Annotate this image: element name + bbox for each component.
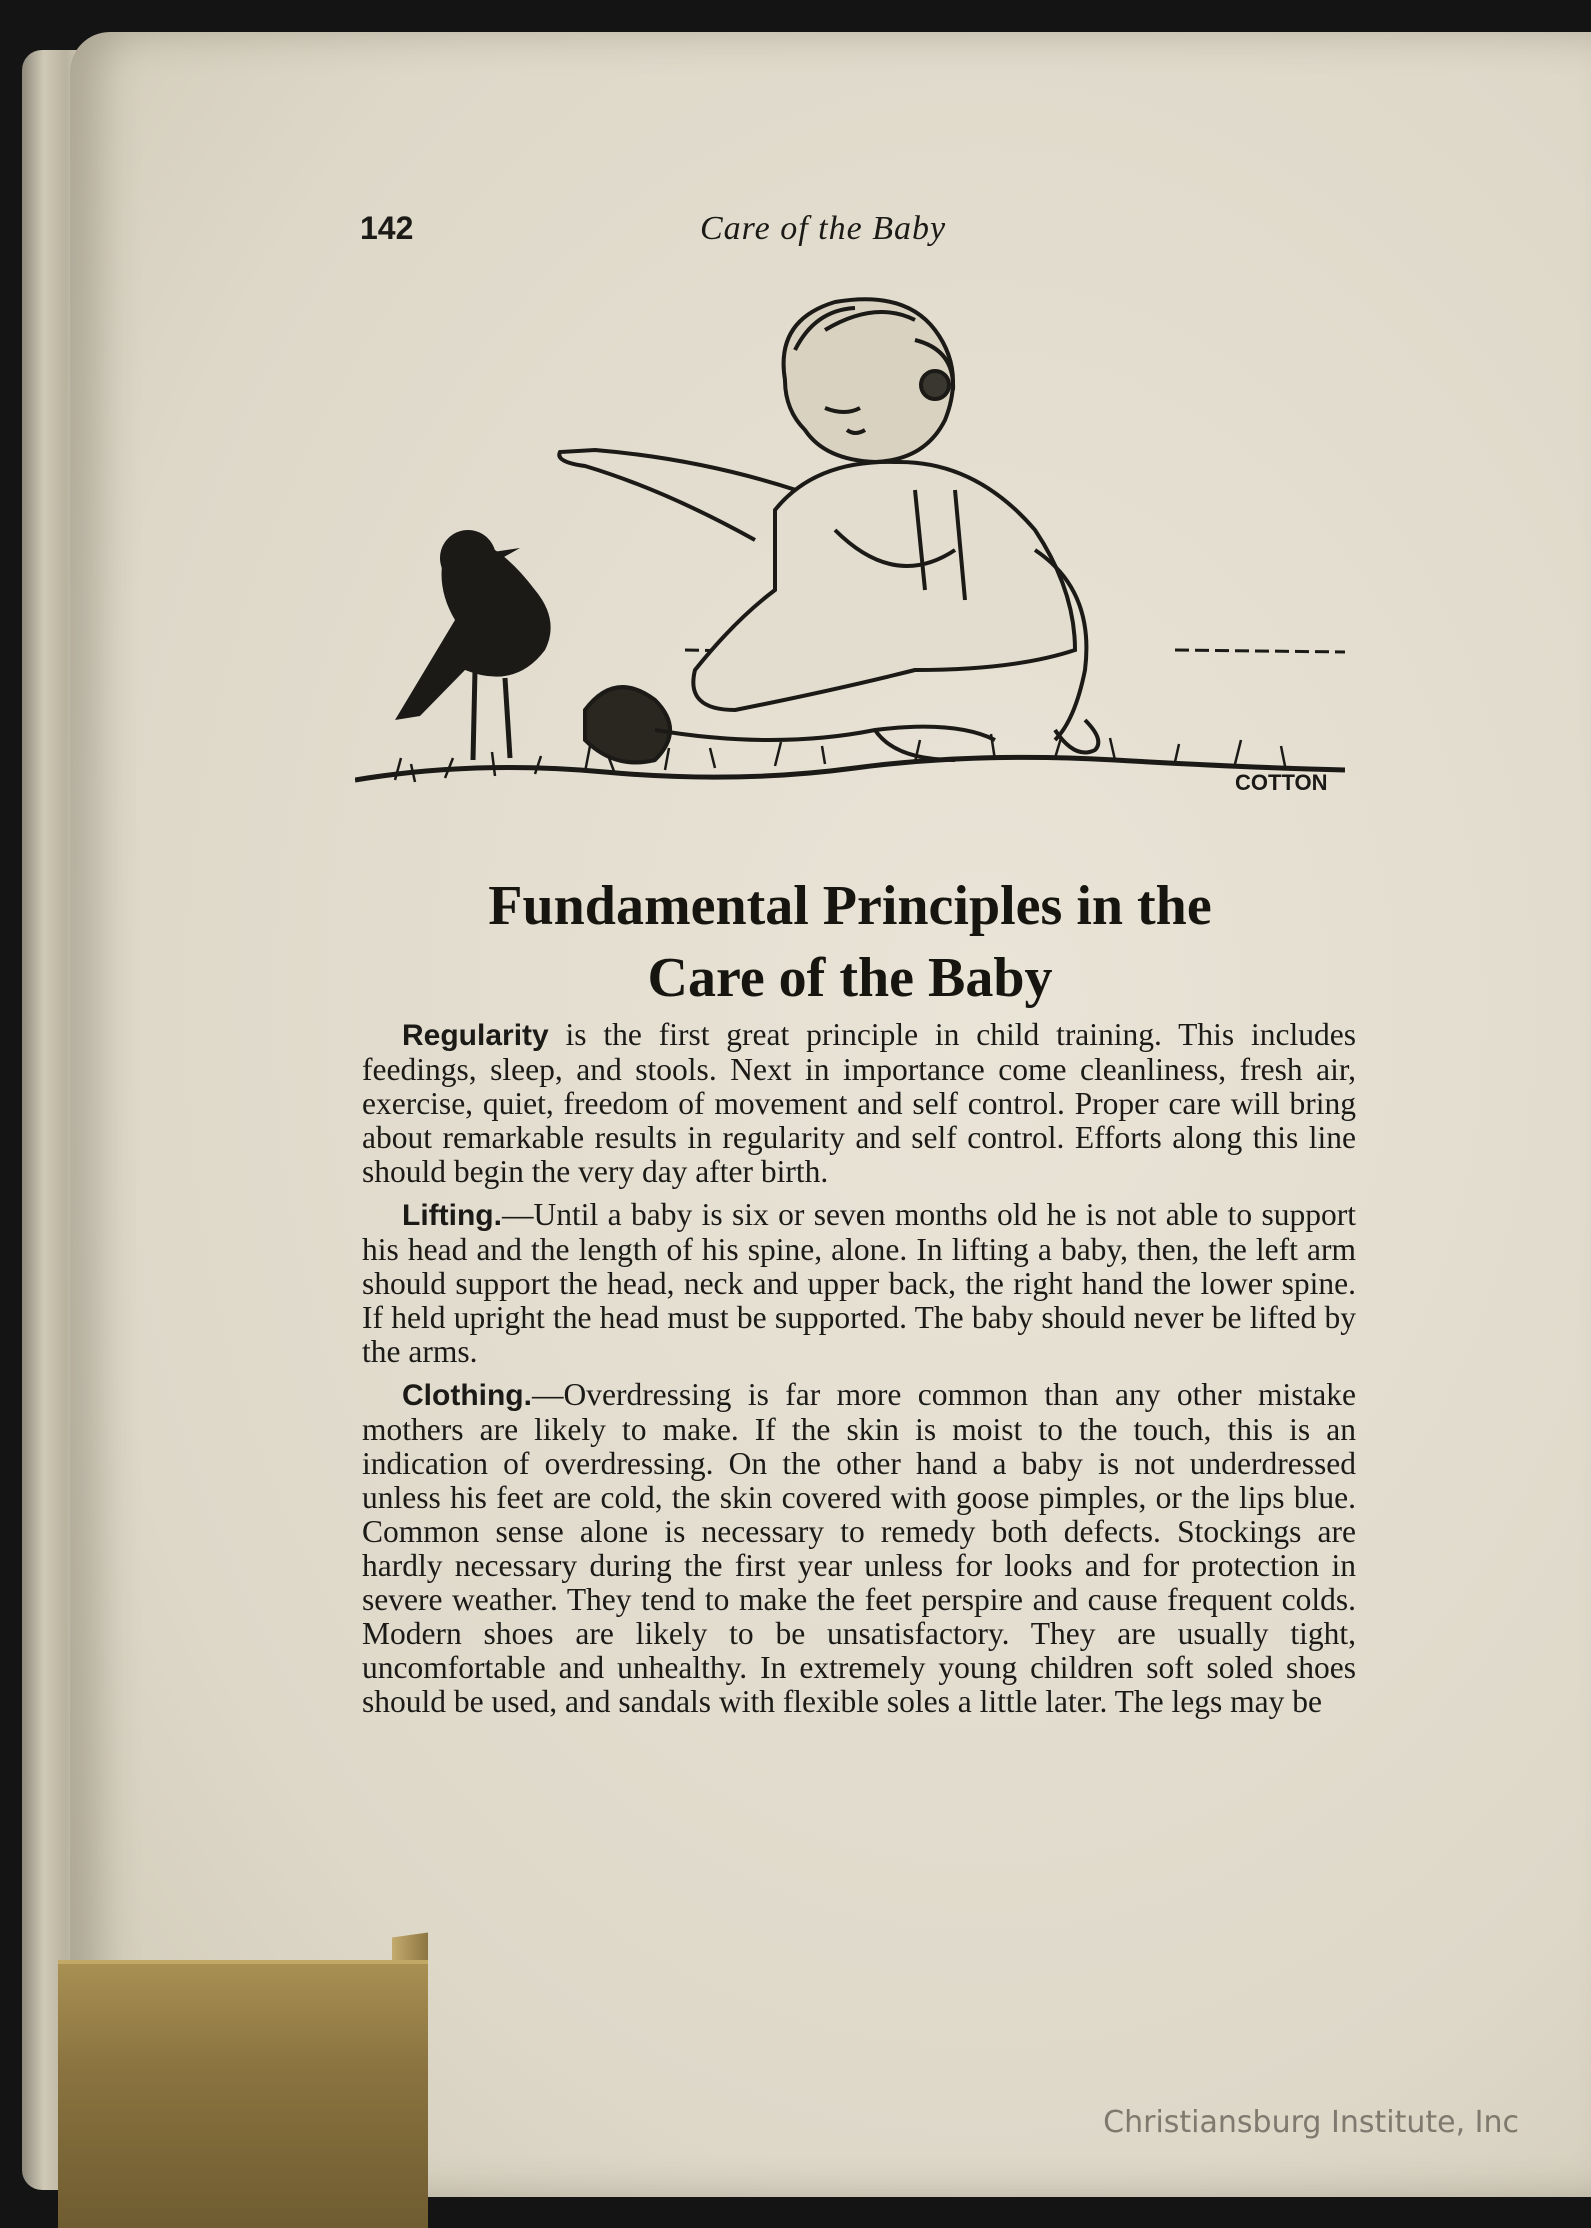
grass-blades <box>395 734 1285 782</box>
paragraph-text: is the first great principle in child training. This includes feedings, sleep, and stools. Next in importance come cleanliness, fresh air, exercise, quiet, freedom of movement and self control. Proper care will bring about remarkable results in regularity and self control. Efforts along this line should begin the very day after birth. <box>362 1017 1356 1189</box>
paragraph-lead: Regularity <box>402 1019 549 1052</box>
watermark: Christiansburg Institute, Inc <box>1103 2105 1519 2140</box>
child-drawing <box>559 299 1098 762</box>
grass-ground <box>355 757 1345 780</box>
page-number: 142 <box>360 210 414 246</box>
illustration-signature: COTTON <box>1235 770 1328 795</box>
article-title <box>355 870 1345 1014</box>
article-title-line-1: Fundamental Principles in the <box>488 875 1212 937</box>
paragraph-regularity <box>362 1018 1356 1189</box>
paragraph-text: —Until a baby is six or seven months old he is not able to support his head and the length of his spine, alone. In lifting a baby, then, the left arm should support the head, neck and upper back, the right hand the lower spine. If held upright the head must be supported. The baby should never be lifted by the arms. <box>362 1197 1356 1369</box>
paragraph-clothing <box>362 1378 1356 1719</box>
paragraph-lead: Clothing. <box>402 1379 532 1412</box>
paragraph-lifting <box>362 1198 1356 1369</box>
illustration-child-and-crow <box>355 290 1345 820</box>
book-tab-marker <box>58 1960 428 2228</box>
article-body <box>362 1018 1356 1728</box>
article-title-line-2: Care of the Baby <box>647 947 1053 1009</box>
paragraph-lead: Lifting. <box>402 1199 502 1232</box>
paragraph-text: —Overdressing is far more common than any other mistake mothers are likely to make. If the skin is moist to the touch, this is an indication of overdressing. On the other hand a baby is not underdressed unless his feet are cold, the skin covered with goose pimples, or the lips blue. Common sense alone is necessary to remedy both defects. Stockings are hardly necessary during the first year unless for looks and for protection in severe weather. They tend to make the feet perspire and cause frequent colds. Modern shoes are likely to be unsatisfactory. They are usually tight, uncomfortable and unhealthy. In extremely young children soft soled shoes should be used, and sandals with flexible soles a little later. The legs may be <box>362 1377 1356 1719</box>
running-head <box>360 210 1360 260</box>
running-title: Care of the Baby <box>700 210 947 247</box>
crow-drawing <box>395 530 551 760</box>
